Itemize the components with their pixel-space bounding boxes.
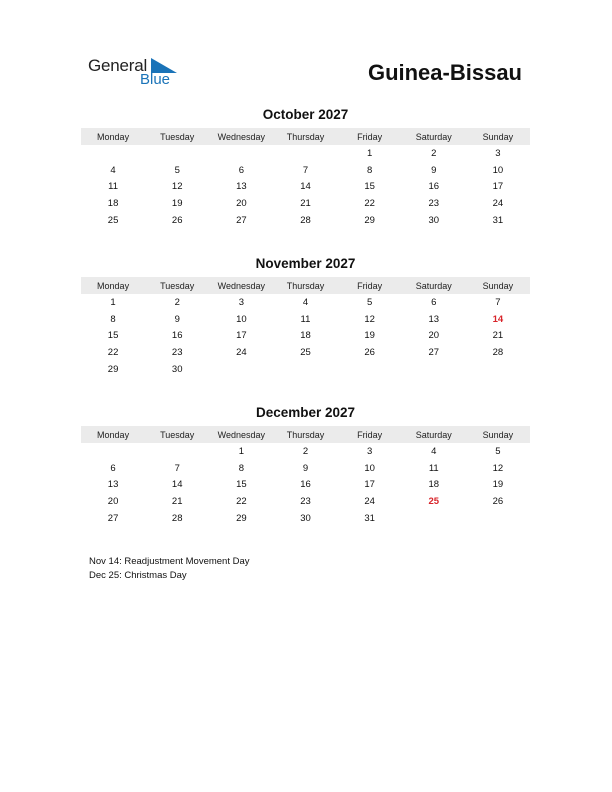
day-cell: 29 (236, 513, 247, 525)
day-cell: 27 (428, 347, 440, 359)
week-row (81, 493, 530, 510)
weekday-header-row (81, 128, 530, 145)
day-cell: 22 (364, 198, 375, 210)
day-cell: 29 (364, 215, 375, 227)
day-cell: 31 (364, 513, 375, 525)
weekday-label: Sunday (482, 131, 514, 142)
weekday-label: Sunday (482, 280, 514, 291)
day-cell: 6 (431, 296, 437, 308)
weekday-label: Monday (97, 429, 130, 440)
day-cell: 11 (108, 181, 118, 193)
day-cell: 3 (238, 296, 244, 308)
day-cell: 15 (236, 479, 247, 491)
week-row (81, 460, 530, 477)
weekday-label: Tuesday (160, 280, 195, 291)
day-cell: 7 (495, 296, 501, 308)
logo-word-blue: Blue (140, 71, 171, 88)
holiday-day-cell: 25 (428, 496, 440, 508)
day-cell: 23 (171, 347, 183, 359)
week-row (81, 294, 530, 311)
week-row (81, 311, 530, 328)
day-cell: 17 (492, 181, 504, 193)
weekday-label: Thursday (286, 429, 325, 440)
month-title: October 2027 (262, 107, 349, 122)
day-cell: 1 (366, 147, 373, 159)
week-row (81, 443, 530, 460)
day-cell: 31 (492, 215, 504, 227)
weekday-label: Thursday (286, 131, 325, 142)
month-november (81, 255, 530, 378)
day-cell: 7 (174, 462, 180, 474)
day-cell: 23 (428, 198, 440, 210)
day-cell: 19 (171, 198, 183, 210)
weekday-label: Monday (97, 131, 130, 142)
day-cell: 18 (300, 330, 311, 342)
day-cell: 16 (171, 330, 183, 342)
day-cell: 29 (107, 364, 119, 376)
day-cell: 4 (431, 445, 437, 457)
day-cell: 11 (300, 313, 311, 325)
day-cell: 6 (110, 462, 116, 474)
day-cell: 23 (300, 496, 311, 508)
day-cell: 18 (107, 198, 119, 210)
day-cell: 27 (236, 215, 247, 227)
week-row (81, 195, 530, 212)
general-blue-logo (88, 56, 188, 92)
day-cell: 14 (300, 181, 311, 193)
day-cell: 22 (236, 496, 247, 508)
country-title: Guinea-Bissau (367, 60, 522, 85)
day-cell: 10 (364, 462, 375, 474)
weekday-label: Wednesday (217, 429, 266, 440)
day-cell: 3 (366, 445, 373, 457)
day-cell: 17 (236, 330, 247, 342)
day-cell: 14 (171, 479, 183, 491)
day-cell: 9 (302, 462, 309, 474)
weekday-label: Tuesday (160, 131, 195, 142)
weekday-label: Tuesday (160, 429, 195, 440)
day-cell: 24 (364, 496, 375, 508)
weekday-header-row (81, 426, 530, 443)
day-cell: 30 (171, 364, 183, 376)
month-title: December 2027 (255, 405, 356, 420)
day-cell: 4 (110, 164, 116, 176)
weekday-header-row (81, 277, 530, 294)
day-cell: 26 (171, 215, 183, 227)
week-row (81, 145, 530, 162)
day-cell: 13 (107, 479, 119, 491)
holiday-note: Nov 14: Readjustment Movement Day (89, 556, 250, 567)
day-cell: 30 (428, 215, 440, 227)
day-cell: 2 (302, 445, 309, 457)
month-title: November 2027 (255, 256, 356, 271)
day-cell: 22 (107, 347, 119, 359)
day-cell: 13 (236, 181, 247, 193)
weekday-label: Monday (97, 280, 130, 291)
week-row (81, 477, 530, 494)
day-cell: 9 (431, 164, 437, 176)
day-cell: 25 (300, 347, 311, 359)
day-cell: 24 (492, 198, 504, 210)
weekday-label: Friday (357, 429, 383, 440)
day-cell: 28 (300, 215, 311, 227)
month-october (81, 106, 530, 229)
holiday-notes (89, 555, 250, 583)
week-row (81, 328, 530, 345)
weekday-label: Thursday (286, 280, 325, 291)
month-december (81, 404, 530, 527)
day-cell: 5 (495, 445, 501, 457)
day-cell: 19 (364, 330, 375, 342)
week-row (81, 361, 530, 378)
day-cell: 15 (364, 181, 375, 193)
logo-word-general: General (88, 56, 148, 75)
day-cell: 12 (364, 313, 375, 325)
day-cell: 8 (110, 313, 116, 325)
day-cell: 21 (300, 198, 311, 210)
day-cell: 11 (428, 462, 439, 474)
week-row (81, 344, 530, 361)
weekday-label: Wednesday (217, 131, 266, 142)
day-cell: 26 (492, 496, 504, 508)
day-cell: 12 (171, 181, 183, 193)
day-cell: 8 (366, 164, 373, 176)
day-cell: 8 (238, 462, 244, 474)
day-cell: 5 (174, 164, 180, 176)
day-cell: 17 (364, 479, 375, 491)
day-cell: 1 (238, 445, 244, 457)
week-row (81, 179, 530, 196)
day-cell: 2 (174, 296, 180, 308)
day-cell: 30 (300, 513, 311, 525)
day-cell: 10 (492, 164, 504, 176)
day-cell: 21 (492, 330, 504, 342)
day-cell: 16 (300, 479, 311, 491)
day-cell: 10 (236, 313, 247, 325)
day-cell: 15 (107, 330, 119, 342)
weekday-label: Saturday (415, 280, 452, 291)
weekday-label: Friday (357, 131, 383, 142)
day-cell: 20 (428, 330, 440, 342)
holiday-day-cell: 14 (492, 313, 504, 325)
day-cell: 9 (174, 313, 180, 325)
day-cell: 3 (495, 147, 501, 159)
day-cell: 24 (236, 347, 247, 359)
day-cell: 28 (171, 513, 183, 525)
day-cell: 2 (431, 147, 437, 159)
day-cell: 7 (302, 164, 309, 176)
weekday-label: Saturday (415, 429, 452, 440)
day-cell: 25 (107, 215, 119, 227)
week-row (81, 162, 530, 179)
day-cell: 20 (236, 198, 247, 210)
weekday-label: Wednesday (217, 280, 266, 291)
day-cell: 27 (107, 513, 119, 525)
weekday-label: Sunday (482, 429, 514, 440)
day-cell: 4 (302, 296, 309, 308)
week-row (81, 510, 530, 527)
day-cell: 1 (110, 296, 116, 308)
day-cell: 12 (492, 462, 504, 474)
weekday-label: Saturday (415, 131, 452, 142)
day-cell: 6 (238, 164, 244, 176)
weekday-label: Friday (357, 280, 383, 291)
week-row (81, 212, 530, 229)
day-cell: 19 (492, 479, 504, 491)
day-cell: 26 (364, 347, 375, 359)
day-cell: 13 (428, 313, 440, 325)
day-cell: 5 (366, 296, 373, 308)
day-cell: 16 (428, 181, 440, 193)
day-cell: 28 (492, 347, 504, 359)
holiday-note: Dec 25: Christmas Day (89, 570, 187, 581)
day-cell: 18 (428, 479, 440, 491)
day-cell: 20 (107, 496, 119, 508)
day-cell: 21 (171, 496, 183, 508)
